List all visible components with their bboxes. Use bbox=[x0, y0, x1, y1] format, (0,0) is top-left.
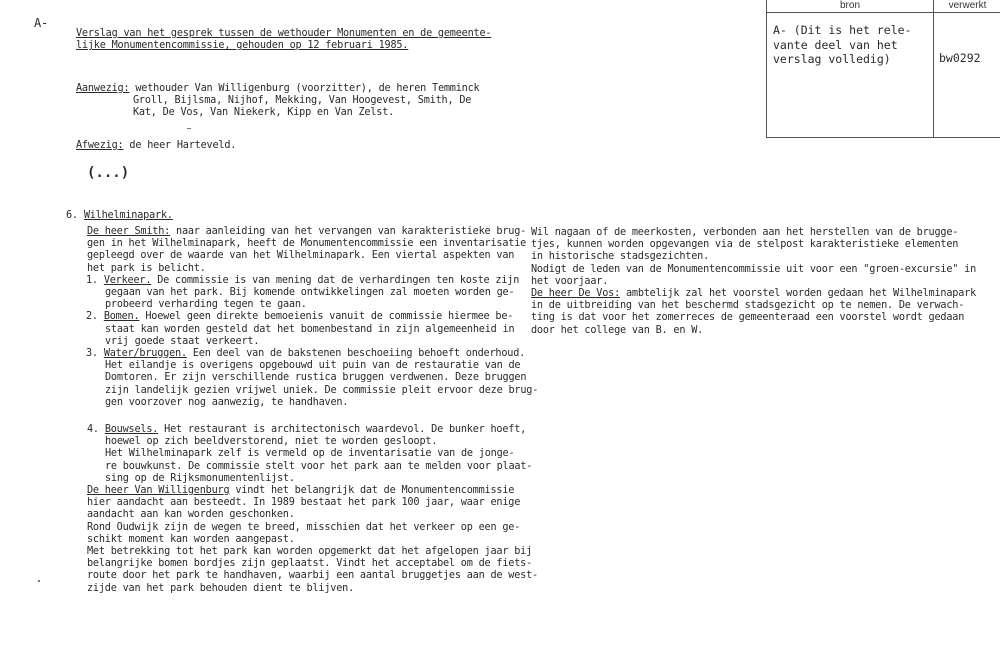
item-line: Hoewel geen direkte bemoeienis vanuit de commissie hiermee be- bbox=[139, 311, 514, 323]
item-line: Een deel van de bakstenen beschoeiing behoeft onderhoud. bbox=[186, 348, 526, 360]
present-label: Aanwezig: bbox=[76, 83, 130, 94]
section-heading bbox=[66, 210, 173, 222]
section-title: Wilhelminapark. bbox=[83, 210, 173, 221]
item-line: probeerd verharding tegen te gaan. bbox=[105, 299, 307, 311]
present-line-3: Kat, De Vos, Van Niekerk, Kipp en Van Zelst. bbox=[133, 107, 395, 119]
right-line: het voorjaar. bbox=[531, 275, 609, 287]
archive-code: bw0292 bbox=[939, 51, 981, 65]
list-item bbox=[87, 311, 538, 348]
smith-line-2: gen in het Wilhelminapark, heeft de Monumentencommissie een inventarisatie bbox=[87, 238, 527, 250]
speaker-smith: De heer Smith: bbox=[87, 226, 171, 237]
list-item bbox=[87, 348, 538, 409]
report-title-line-1: Verslag van het gesprek tussen de wethouder Monumenten en de gemeente- bbox=[76, 28, 492, 39]
right-line: tjes, kunnen worden opgevangen via de stelpost karakteristieke elementen bbox=[531, 239, 959, 251]
processed-column-header: verwerkt bbox=[934, 0, 1000, 13]
ellipsis: (...) bbox=[87, 165, 130, 181]
absent-label: Afwezig: bbox=[76, 140, 124, 151]
item-line: hoewel op zich beeldverstorend, niet te worden gesloopt. bbox=[105, 436, 438, 448]
item-label-verkeer: Verkeer. bbox=[103, 274, 152, 286]
right-line: Nodigt de leden van de Monumentencommissie uit voor een "groen-excursie" in bbox=[531, 263, 977, 275]
willigenburg-line: vindt het belangrijk dat de Monumentencommissie bbox=[229, 485, 515, 497]
item-label-water-bruggen: Water/bruggen. bbox=[103, 348, 187, 360]
willigenburg-line: schikt moment kan worden aangepast. bbox=[87, 533, 295, 545]
present-line-2: Groll, Bijlsma, Nijhof, Mekking, Van Hoogevest, Smith, De bbox=[133, 95, 472, 107]
smith-line-3: gepleegd over de waarde van het Wilhelminapark. Een viertal aspekten van bbox=[87, 250, 515, 262]
item-line: vrij goede staat verkeert. bbox=[105, 335, 260, 347]
item-number: 3. bbox=[86, 348, 98, 360]
speaker-van-willigenburg: De heer Van Willigenburg bbox=[87, 485, 230, 497]
item-line: staat kan worden gesteld dat het bomenbestand in zijn algemeenheid in bbox=[105, 323, 515, 335]
willigenburg-line: hier aandacht aan besteedt. In 1989 bestaat het park 100 jaar, waar enige bbox=[87, 497, 521, 509]
right-line: in historische stadsgezichten. bbox=[531, 251, 710, 263]
attendance-present bbox=[76, 83, 479, 120]
item-line: re bouwkunst. De commissie stelt voor het park aan te melden voor plaat- bbox=[105, 460, 533, 472]
source-table bbox=[766, 0, 1000, 138]
item-label-bomen: Bomen. bbox=[103, 311, 140, 323]
right-line: Wil nagaan of de meerkosten, verbonden aan het herstellen van de brugge- bbox=[531, 227, 959, 238]
item-line: Het eilandje is overigens opgebouwd uit puin van de restauratie van de bbox=[105, 360, 521, 372]
smith-line-4: het park is belicht. bbox=[87, 262, 206, 274]
devos-line: ting is dat voor het zomerreces de gemeenteraad een voorstel wordt gedaan bbox=[531, 312, 965, 324]
left-column bbox=[87, 226, 538, 595]
page-marker: A- bbox=[34, 16, 49, 30]
source-note-line-2: vante deel van het bbox=[773, 37, 898, 52]
item-line: Domtoren. Er zijn verschillende rustica bruggen verdwenen. Deze bruggen bbox=[105, 372, 527, 384]
item-line: De commissie is van mening dat de verhardingen ten koste zijn bbox=[151, 274, 520, 286]
item-line: sing op de Rijksmonumentenlijst. bbox=[105, 472, 295, 484]
item-line: gegaan van het park. Bij komende ontwikkelingen zal moeten worden ge- bbox=[105, 287, 515, 299]
speaker-de-vos: De heer De Vos: bbox=[531, 288, 621, 300]
report-title bbox=[76, 28, 491, 52]
source-column-header: bron bbox=[767, 0, 934, 13]
item-line: zijn landelijk gezien vrijwel uniek. De commissie pleit ervoor deze brug- bbox=[105, 384, 539, 396]
absent-text: de heer Harteveld. bbox=[123, 140, 237, 151]
source-note bbox=[773, 23, 911, 67]
item-line: gen voorzover nog aanwezig, te handhaven. bbox=[105, 396, 349, 408]
source-note-line-3: verslag volledig) bbox=[773, 52, 891, 66]
section-number: 6. bbox=[66, 210, 78, 221]
margin-mark bbox=[38, 580, 40, 582]
willigenburg-line: route door het park te handhaven, waarbij een aantal bruggetjes aan de west- bbox=[87, 570, 538, 582]
devos-line: in de uitbreiding van het beschermd stadsgezicht op te nemen. De verwach- bbox=[531, 300, 965, 312]
devos-line: door het college van B. en W. bbox=[531, 324, 704, 336]
report-title-line-2: lijke Monumentencommissie, gehouden op 12 februari 1985. bbox=[76, 40, 409, 52]
item-number: 1. bbox=[86, 274, 98, 286]
source-note-line-1: A- (Dit is het rele- bbox=[773, 23, 912, 37]
willigenburg-line: Met betrekking tot het park kan worden opgemerkt dat het afgelopen jaar bij bbox=[87, 546, 533, 558]
item-line: Het Wilhelminapark zelf is vermeld op de inventarisatie van de jonge- bbox=[105, 448, 515, 460]
willigenburg-line: aandacht aan kan worden geschonken. bbox=[87, 509, 295, 521]
willigenburg-line: zijde van het park behouden dient te blijven. bbox=[87, 582, 355, 594]
item-label-bouwsels: Bouwsels. bbox=[104, 424, 159, 436]
devos-line: ambtelijk zal het voorstel worden gedaan het Wilhelminapark bbox=[620, 288, 977, 300]
smith-line-1: naar aanleiding van het vervangen van karakteristieke brug- bbox=[170, 226, 527, 237]
right-column bbox=[531, 227, 976, 337]
item-line: Het restaurant is architectonisch waardevol. De bunker hoeft, bbox=[158, 424, 527, 436]
willigenburg-line: Rond Oudwijk zijn de wegen te breed, misschien dat het verkeer op een ge- bbox=[87, 521, 521, 533]
column-divider bbox=[933, 12, 934, 137]
attendance-absent bbox=[76, 140, 236, 152]
present-line-1: wethouder Van Willigenburg (voorzitter), de heren Temminck bbox=[129, 83, 480, 94]
list-item bbox=[87, 275, 538, 312]
item-number: 4. bbox=[87, 424, 99, 436]
willigenburg-line: belangrijke bomen bordjes zijn geplaatst. Vindt het acceptabel om de fiets- bbox=[87, 558, 533, 570]
list-item bbox=[87, 424, 538, 485]
item-number: 2. bbox=[86, 311, 98, 323]
